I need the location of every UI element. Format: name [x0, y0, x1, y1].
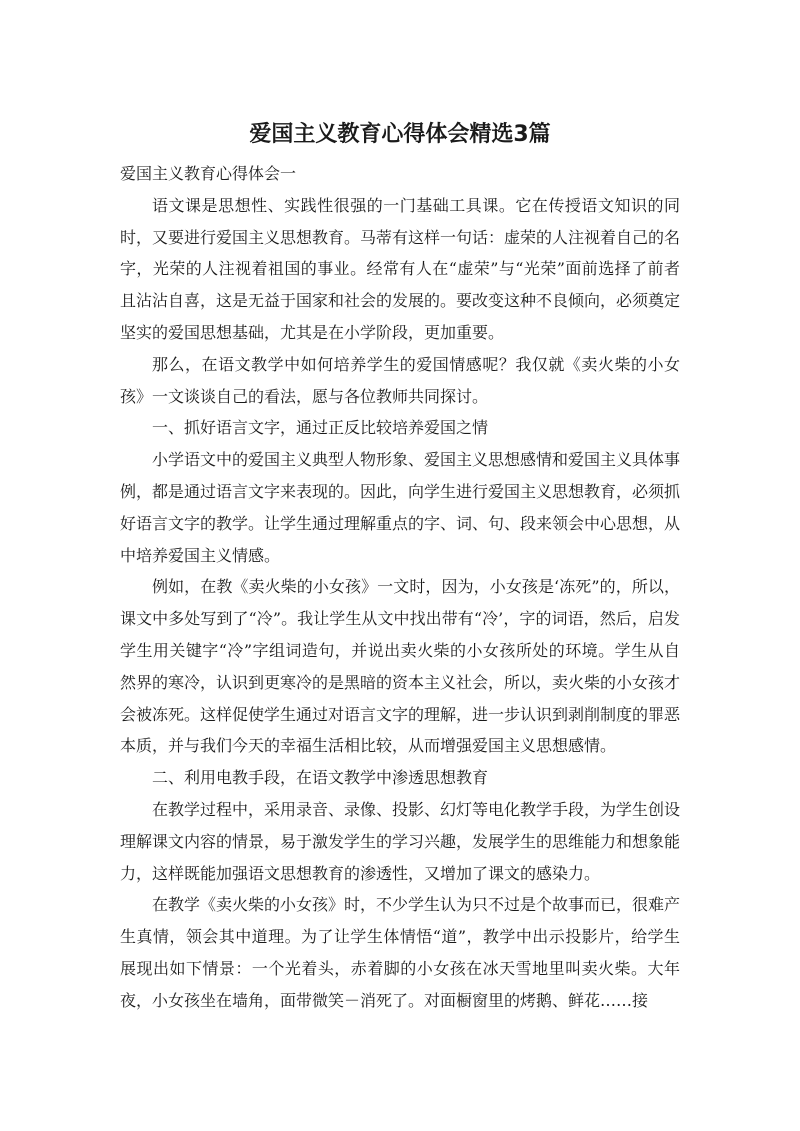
- paragraph-heading-1: 一、抓好语言文字，通过正反比较培养爱国之情: [152, 418, 489, 438]
- document-title: 爱国主义教育心得体会精选3篇: [249, 122, 551, 147]
- paragraph-4: 例如，在教《卖火柴的小女孩》一文时，因为，小女孩是‘冻死”的，所以，课文中多处写到了“冷”。我让学生从文中找出带有“冷’，字的词语，然后，启发学生用关键字“冷”字组词造句，并说出卖火柴的小女孩所处的环境。学生从自然界的寒冷，认识到更寒冷的是黑暗的资本主义社会，所以，卖火柴的小女孩才会被冻死。这样促使学生通过对语言文字的理解，进一步认识到剥削制度的罪恶本质，并与我们今天的幸福生活相比较，从而增强爱国主义思想感情。: [120, 577, 681, 756]
- section-heading: 爱国主义教育心得体会一: [120, 164, 297, 183]
- paragraph-heading-2: 二、利用电教手段，在语文教学中渗透思想教育: [152, 768, 489, 788]
- paragraph-5: 在教学过程中，采用录音、录像、投影、幻灯等电化教学手段，为学生创设理解课文内容的情景，易于激发学生的学习兴趣，发展学生的思维能力和想象能力，这样既能加强语文思想教育的渗透性，又增加了课文的感染力。: [120, 799, 681, 883]
- paragraph-3: 小学语文中的爱国主义典型人物形象、爱国主义思想感情和爱国主义具体事例，都是通过语言文字来表现的。因此，向学生进行爱国主义思想教育，必须抓好语言文字的教学。让学生通过理解重点的字、词、句、段来领会中心思想，从中培养爱国主义情感。: [120, 450, 681, 565]
- paragraph-6: 在教学《卖火柴的小女孩》时，不少学生认为只不过是个故事而已，很难产生真情，领会其中道理。为了让学生体情悟“道”，教学中出示投影片，给学生展现出如下情景：一个光着头，赤着脚的小女孩在冰天雪地里叫卖火柴。大年夜，小女孩坐在墙角，面带微笑－消死了。对面橱窗里的烤鹅、鲜花……接: [120, 895, 681, 1010]
- paragraph-2: 那么，在语文教学中如何培养学生的爱国情感呢？我仅就《卖火柴的小女孩》一文谈谈自己的看法，愿与各位教师共同探讨。: [120, 354, 680, 406]
- paragraph-1: 语文课是思想性、实践性很强的一门基础工具课。它在传授语文知识的同时，又要进行爱国主义思想教育。马蒂有这样一句话：虚荣的人注视着自己的名字，光荣的人注视着祖国的事业。经常有人在“虚荣”与“光荣”面前选择了前者且沾沾自喜，这是无益于国家和社会的发展的。要改变这种不良倾向，必须奠定坚实的爱国思想基础，尤其是在小学阶段，更加重要。: [120, 195, 681, 342]
